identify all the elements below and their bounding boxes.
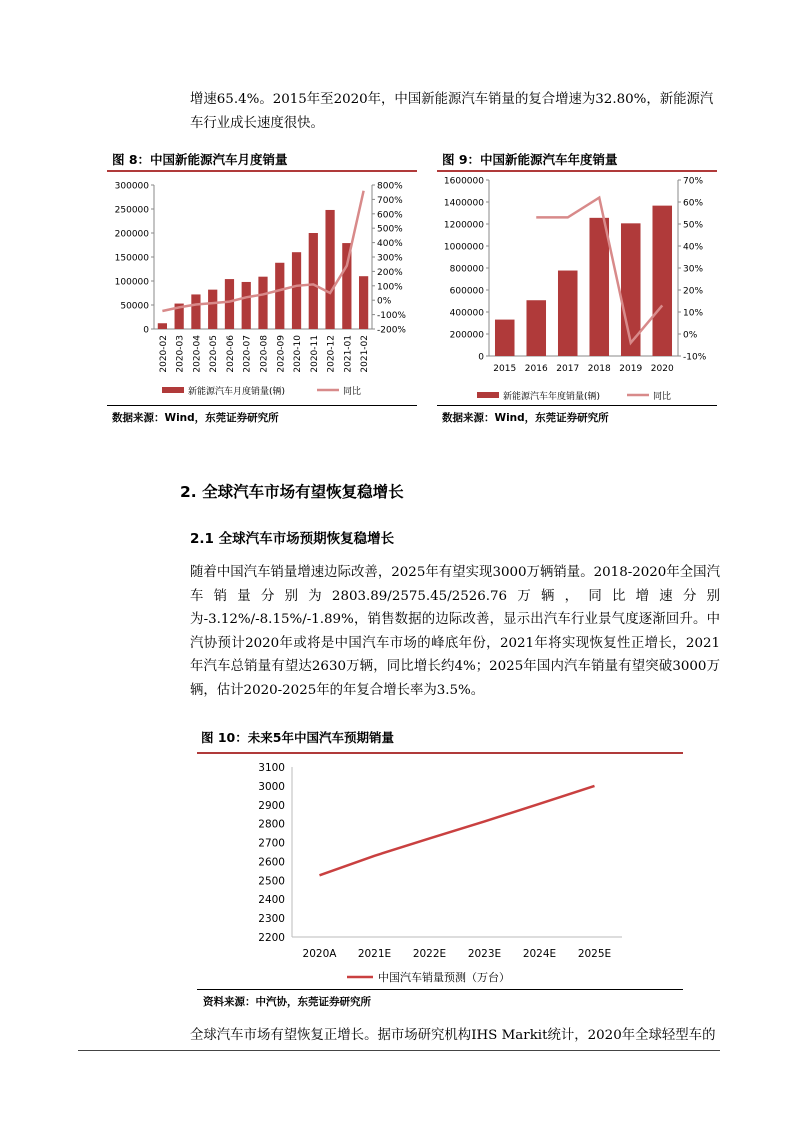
left-tick-label: 150000 [114, 253, 149, 264]
right-tick-label: 60% [683, 198, 704, 209]
fig8-source: 数据来源：Wind，东莞证券研究所 [112, 412, 279, 424]
x-tick-label: 2023E [467, 948, 502, 960]
legend-line-label: 同比 [343, 387, 362, 397]
bar-2020 [652, 206, 672, 356]
fig8-bottom-rule [107, 405, 417, 406]
bar-2020-11 [309, 233, 318, 329]
y-tick-label: 2500 [258, 875, 285, 888]
fig9-chart [437, 172, 717, 404]
legend-bar-label: 新能源汽车年度销量(辆) [503, 392, 601, 402]
x-tick-label: 2017 [556, 364, 580, 374]
x-tick-label: 2020-02 [158, 335, 169, 373]
right-tick-label: 400% [377, 239, 403, 250]
y-tick-label: 3000 [258, 780, 285, 793]
x-tick-label: 2015 [493, 364, 517, 374]
x-tick-label: 2016 [524, 364, 548, 374]
x-tick-label: 2019 [619, 364, 643, 374]
x-tick-label: 2021-02 [360, 335, 371, 373]
y-tick-label: 2800 [258, 818, 285, 831]
left-tick-label: 1600000 [443, 176, 484, 187]
closing-paragraph: 全球汽车市场有望恢复正增长。据市场研究机构IHS Markit统计，2020年全球轻型车的 [190, 1028, 716, 1043]
x-tick-label: 2020-03 [175, 335, 186, 373]
right-tick-label: 50% [683, 220, 704, 231]
forecast-line [320, 786, 595, 875]
x-tick-label: 2021E [357, 948, 392, 960]
left-tick-label: 600000 [449, 286, 484, 297]
y-tick-label: 2900 [258, 799, 285, 812]
bar-2018 [589, 218, 609, 356]
left-tick-label: 1400000 [443, 198, 484, 209]
right-tick-label: 0% [683, 330, 698, 341]
section-2-1-heading: 2.1 全球汽车市场预期恢复稳增长 [190, 531, 395, 547]
bar-2020-10 [292, 252, 301, 329]
fig8-title: 图 8：中国新能源汽车月度销量 [112, 152, 288, 167]
right-tick-label: -10% [683, 352, 707, 363]
left-tick-label: 400000 [449, 308, 484, 319]
x-tick-label: 2022E [412, 948, 447, 960]
left-tick-label: 0 [143, 325, 149, 336]
right-tick-label: 200% [377, 267, 403, 278]
left-tick-label: 1200000 [443, 220, 484, 231]
fig10-bottom-rule [197, 989, 683, 990]
bar-2020-09 [275, 263, 284, 329]
left-tick-label: 200000 [114, 229, 149, 240]
right-tick-label: 800% [377, 181, 403, 192]
x-tick-label: 2020-11 [309, 335, 320, 373]
bar-2020-12 [325, 210, 334, 329]
y-tick-label: 2400 [258, 894, 285, 907]
y-tick-label: 3100 [258, 762, 285, 774]
x-tick-label: 2020-12 [326, 335, 337, 373]
x-tick-label: 2020-07 [242, 335, 253, 373]
fig8-chart [107, 172, 417, 404]
left-tick-label: 250000 [114, 205, 149, 216]
right-tick-label: -100% [377, 311, 406, 322]
fig9-title: 图 9：中国新能源汽车年度销量 [442, 152, 618, 167]
right-tick-label: 600% [377, 210, 403, 221]
footer-rule [78, 1050, 720, 1051]
x-tick-label: 2020-06 [225, 335, 236, 373]
y-tick-label: 2700 [258, 837, 285, 850]
bar-2017 [558, 271, 578, 356]
bar-2020-02 [158, 323, 167, 329]
right-tick-label: 500% [377, 224, 403, 235]
bar-2020-08 [258, 277, 267, 329]
right-tick-label: -200% [377, 325, 406, 336]
x-tick-label: 2021-01 [343, 335, 354, 373]
x-tick-label: 2020 [650, 364, 674, 374]
fig10-chart [197, 754, 683, 988]
x-tick-label: 2020-05 [209, 335, 220, 373]
bar-2021-02 [359, 276, 368, 329]
legend-bar-swatch [477, 392, 499, 398]
legend-bar-label: 新能源汽车月度销量(辆) [188, 387, 286, 397]
x-tick-label: 2020-04 [192, 335, 203, 373]
right-tick-label: 70% [683, 176, 704, 187]
y-tick-label: 2600 [258, 856, 285, 869]
x-tick-label: 2020A [302, 948, 337, 960]
section-2-1-body: 随着中国汽车销量增速边际改善，2025年有望实现3000万辆销量。2018-2020年全国汽车销量分别为2803.89/2575.45/2526.76万辆，同比增速分别为-3.12%/-8.15%/-1.89%，销售数据的边际改善，显示出汽车行业景气度逐渐回升。中汽协预计2020年或将是中国汽车市场的峰底年份，2021年将实现恢复性正增长，2021年汽车总销量有望达2630万辆，同比增长约4%；2025年国内汽车销量有望突破3000万辆，估计2020-2025年的年复合增长率为3.5%。 [190, 565, 720, 698]
bar-2020-04 [191, 294, 200, 329]
x-tick-label: 2018 [587, 364, 611, 374]
x-tick-label: 2025E [577, 948, 612, 960]
y-tick-label: 2300 [258, 913, 285, 926]
x-tick-label: 2020-10 [293, 335, 304, 373]
right-tick-label: 40% [683, 242, 704, 253]
intro-paragraph: 增速65.4%。2015年至2020年，中国新能源汽车销量的复合增速为32.80%，新能源汽车行业成长速度很快。 [190, 92, 714, 131]
right-tick-label: 100% [377, 282, 403, 293]
y-tick-label: 2200 [258, 932, 285, 944]
bar-2015 [495, 320, 515, 356]
left-tick-label: 1000000 [443, 242, 484, 253]
left-tick-label: 300000 [114, 181, 149, 192]
left-tick-label: 50000 [120, 301, 149, 312]
right-tick-label: 300% [377, 253, 403, 264]
x-tick-label: 2020-08 [259, 335, 270, 373]
right-tick-label: 700% [377, 195, 403, 206]
legend-label: 中国汽车销量预测（万台） [378, 971, 510, 984]
bar-2020-07 [242, 282, 251, 329]
left-tick-label: 800000 [449, 264, 484, 275]
right-tick-label: 20% [683, 286, 704, 297]
fig10-source: 资料来源：中汽协，东莞证券研究所 [203, 996, 371, 1008]
bar-2016 [526, 300, 546, 356]
left-tick-label: 0 [478, 352, 484, 363]
section-2-heading: 2. 全球汽车市场有望恢复稳增长 [180, 483, 404, 501]
legend-line-label: 同比 [653, 392, 672, 402]
fig9-bottom-rule [437, 405, 717, 406]
left-tick-label: 200000 [449, 330, 484, 341]
right-tick-label: 30% [683, 264, 704, 275]
left-tick-label: 100000 [114, 277, 149, 288]
x-tick-label: 2024E [522, 948, 557, 960]
fig10-title: 图 10：未来5年中国汽车预期销量 [201, 730, 394, 745]
x-tick-label: 2020-09 [276, 335, 287, 373]
legend-bar-swatch [162, 387, 184, 393]
right-tick-label: 10% [683, 308, 704, 319]
fig9-source: 数据来源：Wind，东莞证券研究所 [442, 412, 609, 424]
right-tick-label: 0% [377, 296, 392, 307]
bar-2020-06 [225, 279, 234, 329]
bar-2020-05 [208, 290, 217, 329]
